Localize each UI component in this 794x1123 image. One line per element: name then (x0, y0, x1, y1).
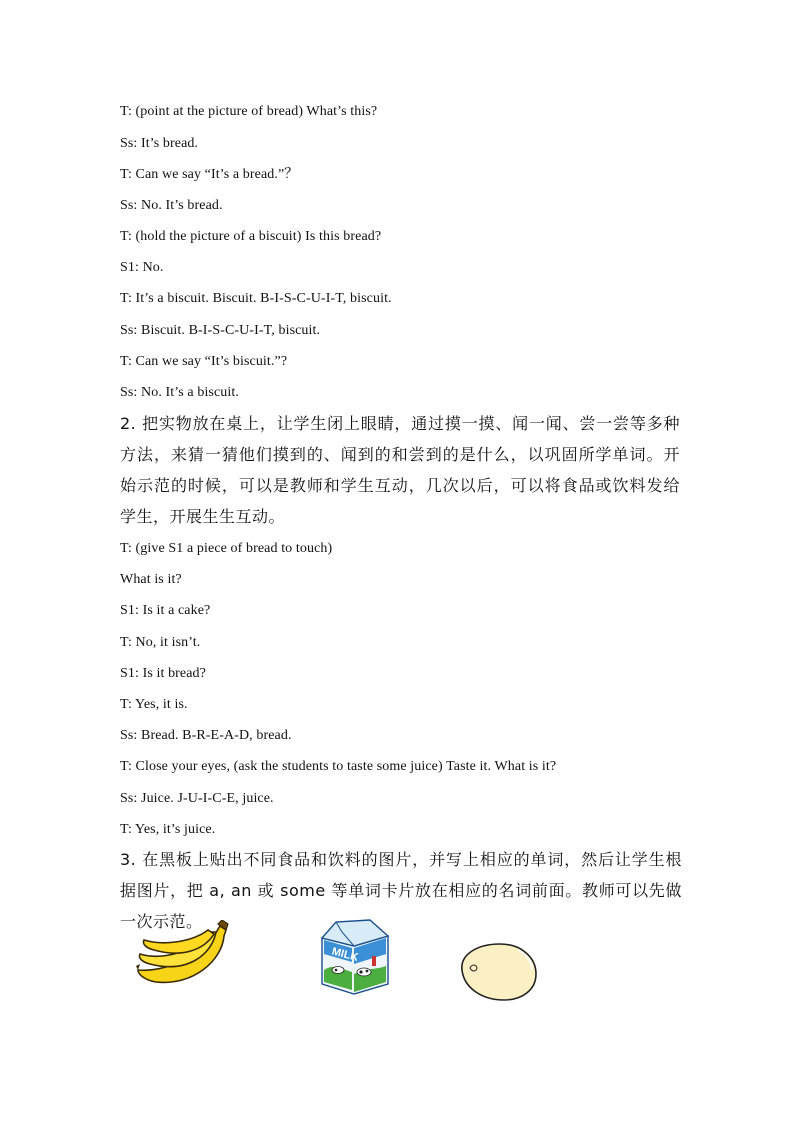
step-3-paragraph: 3. 在黑板上贴出不同食品和饮料的图片，并写上相应的单词，然后让学生根据图片，把 a, an 或 some 等单词卡片放在相应的名词前面。教师可以先做一次示范。 (120, 850, 682, 931)
dialogue-line: T: Yes, it’s juice. (120, 822, 216, 837)
dialogue-line: S1: No. (120, 260, 164, 275)
dialogue-line: What is it? (120, 572, 182, 587)
dialogue-line: Ss: Biscuit. B-I-S-C-U-I-T, biscuit. (120, 323, 321, 338)
egg-icon (456, 940, 540, 1002)
dialogue-line: T: Can we say “It’s biscuit.”? (120, 354, 288, 369)
banana-icon (134, 920, 230, 992)
dialogue-line: Ss: Juice. J-U-I-C-E, juice. (120, 791, 274, 806)
dialogue-line: S1: Is it bread? (120, 666, 206, 681)
dialogue-line: T: Yes, it is. (120, 697, 188, 712)
milk-label: MILK (330, 945, 360, 964)
dialogue-line: Ss: No. It’s a biscuit. (120, 385, 239, 400)
step-2-paragraph: 2. 把实物放在桌上，让学生闭上眼睛，通过摸一摸、闻一闻、尝一尝等多种方法，来猜一猜他们摸到的、闻到的和尝到的是什么，以巩固所学单词。开始示范的时候，可以是教师和学生互动，几次以后，可以将食品或饮料发给学生，开展生生互动。 (120, 414, 680, 526)
dialogue-line: T: Can we say “It’s a bread.”？ (120, 167, 299, 182)
dialogue-line: T: No, it isn’t. (120, 635, 201, 650)
dialogue-line: Ss: It’s bread. (120, 136, 199, 151)
dialogue-line: T: (hold the picture of a biscuit) Is this bread? (120, 229, 382, 244)
dialogue-line: Ss: Bread. B-R-E-A-D, bread. (120, 728, 292, 743)
dialogue-line: T: It’s a biscuit. Biscuit. B-I-S-C-U-I-T, biscuit. (120, 291, 392, 306)
dialogue-line: S1: Is it a cake? (120, 603, 211, 618)
dialogue-line: T: (point at the picture of bread) What’s this? (120, 104, 378, 119)
dialogue-line: T: (give S1 a piece of bread to touch) (120, 541, 333, 556)
milk-carton-icon (318, 918, 392, 996)
dialogue-line: Ss: No. It’s bread. (120, 198, 223, 213)
dialogue-line: T: Close your eyes, (ask the students to taste some juice) Taste it. What is it? (120, 759, 557, 774)
